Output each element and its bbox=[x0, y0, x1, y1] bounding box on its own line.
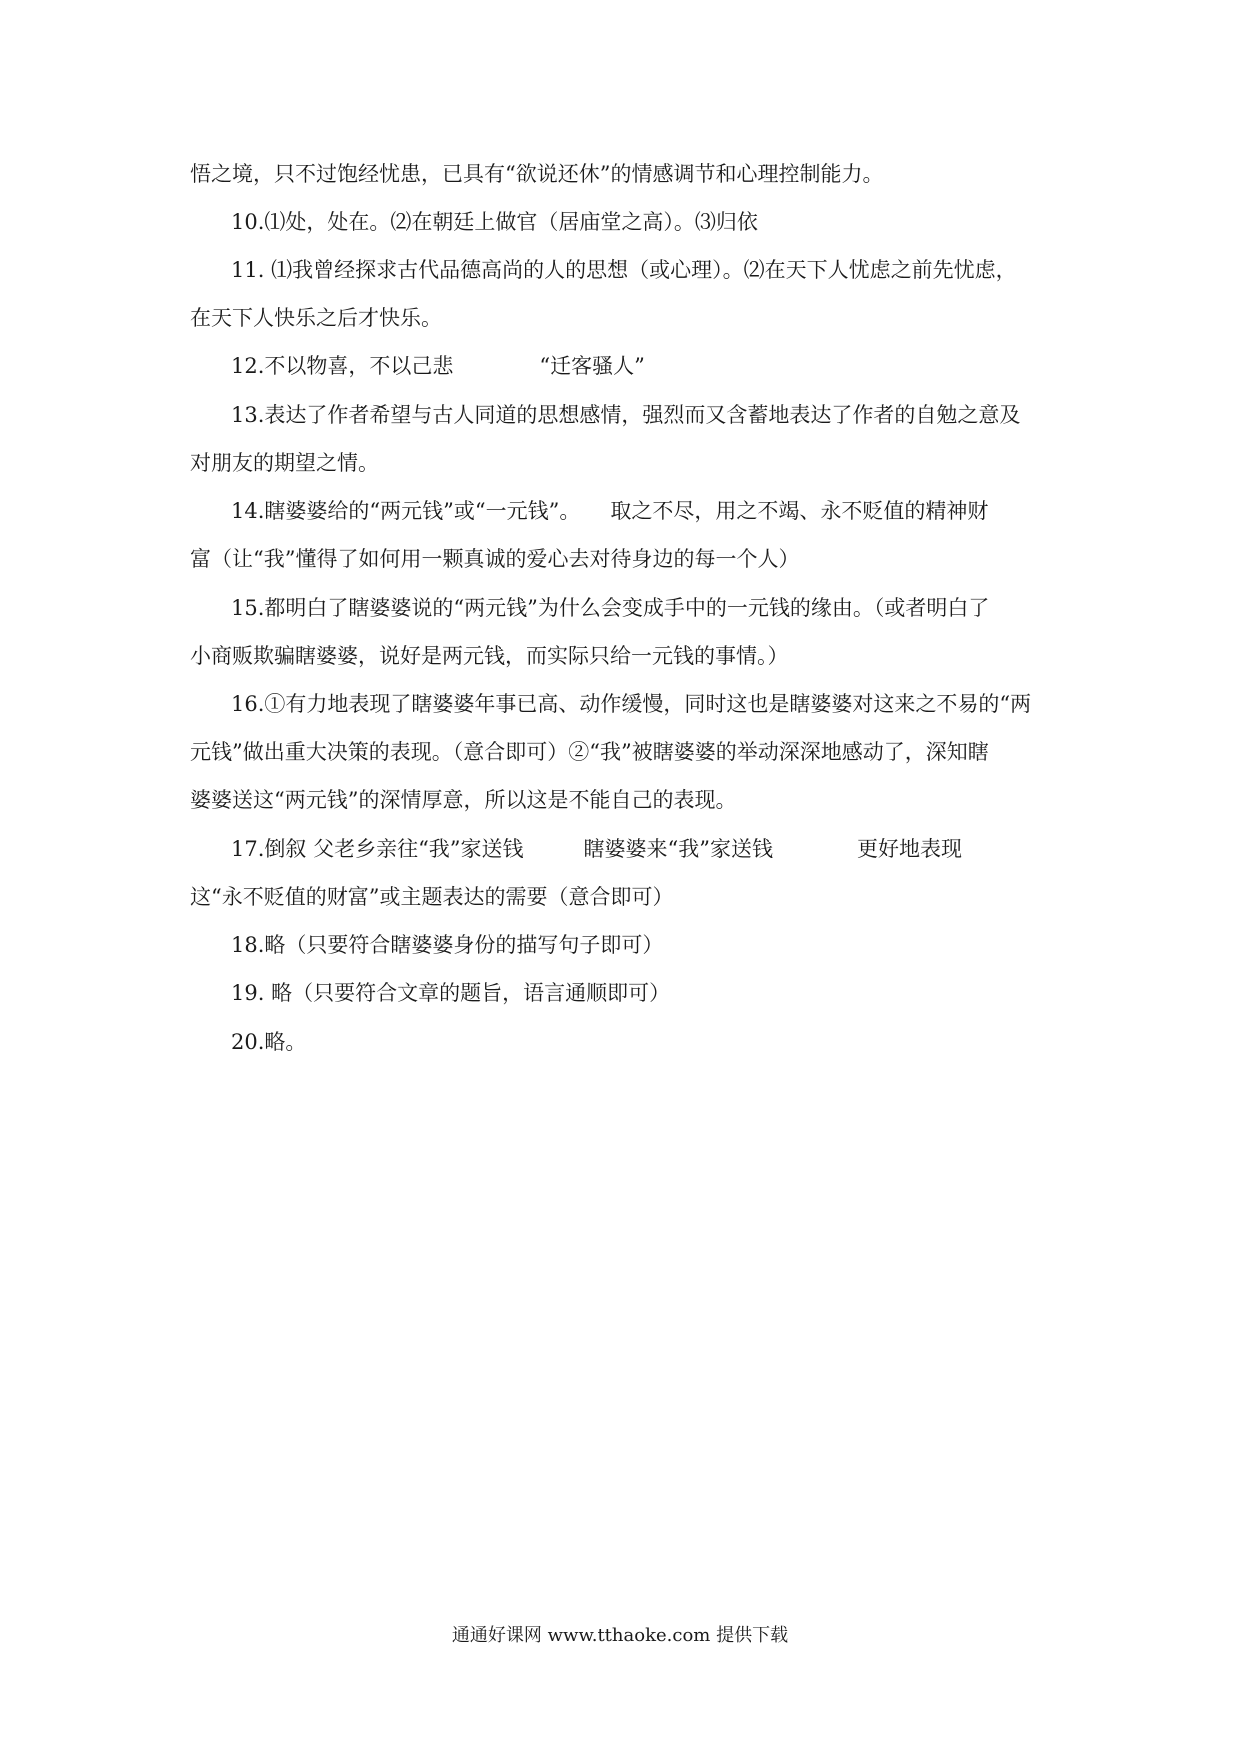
answer-12-part-1: 12.不以物喜，不以己悲 bbox=[231, 354, 454, 378]
answer-15-line-2: 小商贩欺骗瞎婆婆，说好是两元钱，而实际只给一元钱的事情。） bbox=[190, 644, 789, 668]
answer-17-part-2: 瞎婆婆来“我”家送钱 bbox=[583, 837, 774, 861]
answer-12 bbox=[231, 352, 1060, 380]
answer-16-line-1: 16.①有力地表现了瞎婆婆年事已高、动作缓慢，同时这也是瞎婆婆对这来之不易的“两 bbox=[231, 692, 1032, 716]
answer-10: 10.⑴处，处在。⑵在朝廷上做官（居庙堂之高）。⑶归依 bbox=[231, 210, 758, 234]
answer-19: 19. 略（只要符合文章的题旨，语言通顺即可） bbox=[231, 981, 671, 1005]
answer-18: 18.略（只要符合瞎婆婆身份的描写句子即可） bbox=[231, 933, 664, 957]
answer-14-part-2: 取之不尽，用之不竭、永不贬值的精神财 bbox=[610, 499, 989, 523]
answer-20: 20.略。 bbox=[231, 1030, 307, 1054]
answer-17-line-1 bbox=[231, 835, 1060, 863]
answer-17-part-1: 17.倒叙 父老乡亲往“我”家送钱 bbox=[231, 837, 524, 861]
answer-14-line-2: 富（让“我”懂得了如何用一颗真诚的爱心去对待身边的每一个人） bbox=[190, 547, 800, 571]
answer-16-line-3: 婆婆送这“两元钱”的深情厚意，所以这是不能自己的表现。 bbox=[190, 788, 737, 812]
answer-12-part-2: “迁客骚人” bbox=[539, 354, 645, 378]
answer-13-line-2: 对朋友的期望之情。 bbox=[190, 451, 379, 475]
answer-16-line-2: 元钱”做出重大决策的表现。（意合即可）②“我”被瞎婆婆的举动深深地感动了，深知瞎 bbox=[190, 740, 989, 764]
footer-credit: 通通好课网 www.tthaoke.com 提供下载 bbox=[451, 1625, 789, 1646]
answer-14-part-1: 14.瞎婆婆给的“两元钱”或“一元钱”。 bbox=[231, 499, 581, 523]
answer-17-line-2: 这“永不贬值的财富”或主题表达的需要（意合即可） bbox=[190, 885, 674, 909]
answer-line-1: 悟之境，只不过饱经忧患，已具有“欲说还休”的情感调节和心理控制能力。 bbox=[190, 162, 884, 186]
answer-11-line-2: 在天下人快乐之后才快乐。 bbox=[190, 306, 442, 330]
answer-13-line-1: 13.表达了作者希望与古人同道的思想感情，强烈而又含蓄地表达了作者的自勉之意及 bbox=[231, 403, 1021, 427]
answer-11-line-1: 11. ⑴我曾经探求古代品德高尚的人的思想（或心理）。⑵在天下人忧虑之前先忧虑， bbox=[231, 258, 1017, 282]
answer-17-part-3: 更好地表现 bbox=[857, 837, 963, 861]
answer-15-line-1: 15.都明白了瞎婆婆说的“两元钱”为什么会变成手中的一元钱的缘由。（或者明白了 bbox=[231, 596, 990, 620]
answer-14-line-1 bbox=[231, 497, 1060, 525]
